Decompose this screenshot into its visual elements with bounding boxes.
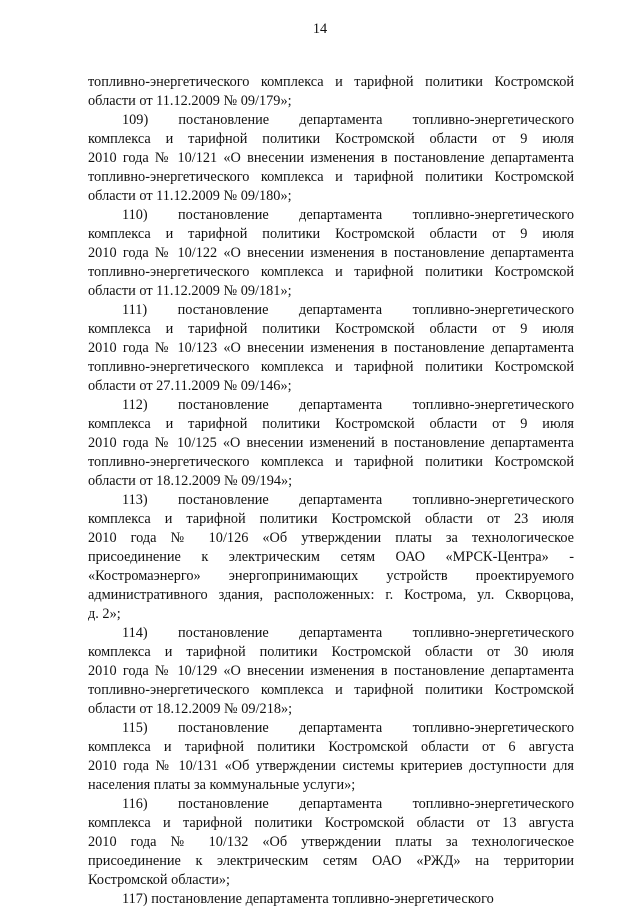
text-line: 112) постановление департамента топливно-энергетического	[122, 397, 574, 413]
list-item	[88, 206, 574, 301]
text-line: комплекса и тарифной политики Костромской области от 9 июля	[88, 131, 574, 147]
text-line: комплекса и тарифной политики Костромской области от 9 июля	[88, 416, 574, 432]
text-line: административного здания, расположенных: г. Кострома, ул. Скворцова,	[88, 587, 574, 603]
text-line: комплекса и тарифной политики Костромской области от 9 июля	[88, 321, 574, 337]
list-item	[88, 491, 574, 624]
text-line: 2010 года № 10/131 «Об утверждении системы критериев доступности для	[88, 758, 574, 774]
text-line: 117) постановление департамента топливно-энергетического	[122, 891, 494, 907]
list-item	[88, 624, 574, 719]
text-line: комплекса и тарифной политики Костромской области от 13 августа	[88, 815, 574, 831]
text-line: области от 18.12.2009 № 09/218»;	[88, 701, 293, 717]
text-line: области от 27.11.2009 № 09/146»;	[88, 378, 292, 394]
text-line: области от 11.12.2009 № 09/179»;	[88, 93, 292, 109]
list-item	[88, 795, 574, 890]
text-line: топливно-энергетического комплекса и тарифной политики Костромской	[88, 169, 574, 185]
text-line: 109) постановление департамента топливно-энергетического	[122, 112, 574, 128]
text-line: топливно-энергетического комплекса и тарифной политики Костромской	[88, 74, 574, 90]
text-line: присоединение к электрическим сетям ОАО «РЖД» на территории	[88, 853, 574, 869]
text-line: топливно-энергетического комплекса и тарифной политики Костромской	[88, 359, 574, 375]
text-line: 113) постановление департамента топливно-энергетического	[122, 492, 574, 508]
document-body	[88, 73, 574, 909]
text-line: 110) постановление департамента топливно-энергетического	[122, 207, 574, 223]
text-line: «Костромаэнерго» энергопринимающих устройств проектируемого	[88, 568, 574, 584]
text-line: 2010 года № 10/122 «О внесении изменения в постановление департамента	[88, 245, 574, 261]
list-item	[88, 301, 574, 396]
text-line: 2010 года № 10/132 «Об утверждении платы за технологическое	[88, 834, 574, 850]
text-line: области от 18.12.2009 № 09/194»;	[88, 473, 293, 489]
text-line: топливно-энергетического комплекса и тарифной политики Костромской	[88, 682, 574, 698]
text-line: 2010 года № 10/121 «О внесении изменения в постановление департамента	[88, 150, 574, 166]
list-item	[88, 890, 574, 909]
text-line: комплекса и тарифной политики Костромской области от 23 июля	[88, 511, 574, 527]
text-line: области от 11.12.2009 № 09/180»;	[88, 188, 292, 204]
text-line: 2010 года № 10/129 «О внесении изменения в постановление департамента	[88, 663, 574, 679]
text-line: 2010 года № 10/126 «Об утверждении платы за технологическое	[88, 530, 574, 546]
text-line: топливно-энергетического комплекса и тарифной политики Костромской	[88, 264, 574, 280]
text-line: населения платы за коммунальные услуги»;	[88, 777, 356, 793]
text-line: топливно-энергетического комплекса и тарифной политики Костромской	[88, 454, 574, 470]
text-line: 116) постановление департамента топливно-энергетического	[122, 796, 574, 812]
page-number: 14	[312, 21, 328, 37]
list-item	[88, 111, 574, 206]
text-line: 111) постановление департамента топливно-энергетического	[122, 302, 574, 318]
text-line: 2010 года № 10/125 «О внесении изменений в постановление департамента	[88, 435, 574, 451]
text-line: комплекса и тарифной политики Костромской области от 6 августа	[88, 739, 574, 755]
list-item	[88, 719, 574, 795]
text-line: д. 2»;	[88, 606, 121, 622]
text-line: области от 11.12.2009 № 09/181»;	[88, 283, 292, 299]
continuation-paragraph	[88, 73, 574, 111]
text-line: присоединение к электрическим сетям ОАО «МРСК-Центра» -	[88, 549, 574, 565]
text-line: 115) постановление департамента топливно-энергетического	[122, 720, 574, 736]
list-item	[88, 396, 574, 491]
text-line: 2010 года № 10/123 «О внесении изменения в постановление департамента	[88, 340, 574, 356]
text-line: комплекса и тарифной политики Костромской области от 9 июля	[88, 226, 574, 242]
text-line: 114) постановление департамента топливно-энергетического	[122, 625, 574, 641]
text-line: Костромской области»;	[88, 872, 231, 888]
text-line: комплекса и тарифной политики Костромской области от 30 июля	[88, 644, 574, 660]
